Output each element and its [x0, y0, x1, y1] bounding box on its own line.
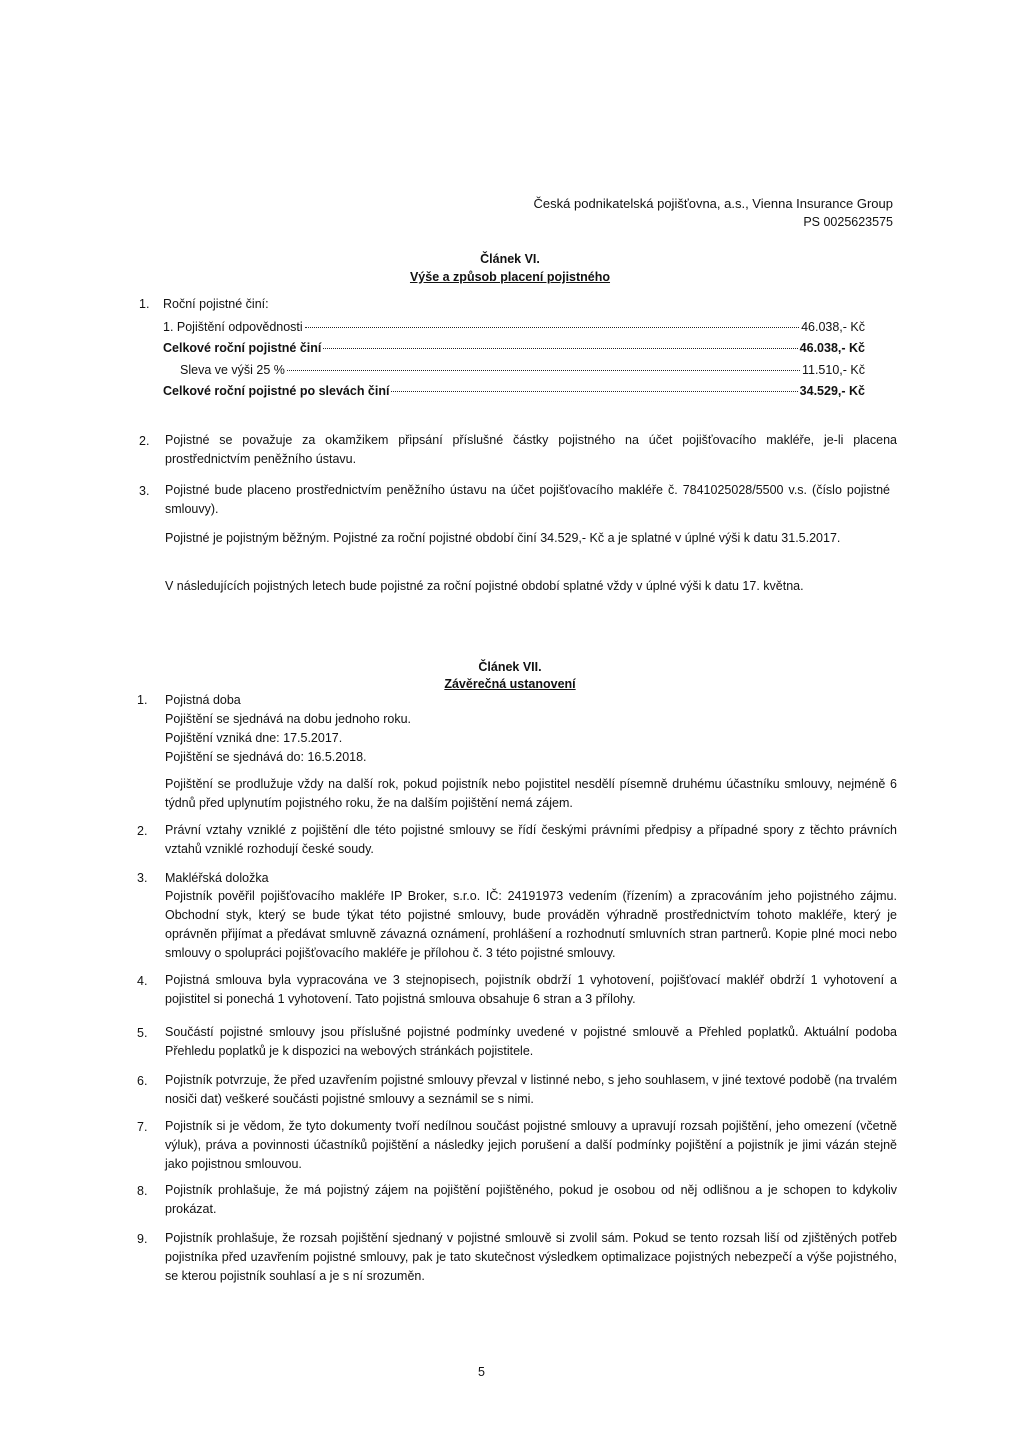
paragraph: Právní vztahy vzniklé z pojištění dle této pojistné smlouvy se řídí českými právními předpisy a případné spory z těchto právních vztahů vzniklé rozhodují české soudy.: [165, 823, 897, 856]
paragraph: Pojistník si je vědom, že tyto dokumenty tvoří nedílnou součást pojistné smlouvy a upravují rozsah pojištění, jeho omezení (včetně výluk), práva a povinnosti účastníků pojištění a následky jejich porušení a další podmínky pojištění a pojistník je jimi vázán stejně jako pojistnou smlouvou.: [165, 1119, 897, 1171]
premium-row-label: Celkové roční pojistné činí: [163, 341, 322, 355]
paragraph: Pojistník prohlašuje, že rozsah pojištění sjednaný v pojistné smlouvě si zvolil sám. Pokud se tento rozsah liší od zjištěných potřeb pojistníka před uzavřením pojistné smlouvy, pak je tato skutečnost výsledkem optimalizace pojistných nebezpečí a výše pojistného, se kterou pojistník souhlasí a je s ní srozuměn.: [165, 1231, 897, 1283]
paragraph: Pojistná smlouva byla vypracována ve 3 stejnopisech, pojistník obdrží 1 vyhotovení, pojišťovací makléř obdrží 1 vyhotovení a pojistitel si ponechá 1 vyhotovení. Tato pojistná smlouva obsahuje 6 stran a 3 přílohy.: [165, 973, 897, 1006]
premium-row: [180, 363, 865, 377]
section-number: 2.: [137, 824, 148, 838]
policy-number: PS 0025623575: [803, 215, 893, 229]
premium-row: [163, 320, 865, 334]
dot-leader: [323, 348, 797, 349]
premium-row-label: 1. Pojištění odpovědnosti: [163, 320, 303, 334]
paragraph: Pojistník prohlašuje, že má pojistný zájem na pojištění pojištěného, pokud je osobou od něj odlišnou a je schopen to kdykoliv prokázat.: [165, 1183, 897, 1216]
section-number: 2.: [139, 434, 150, 448]
company-name: Česká podnikatelská pojišťovna, a.s., Vienna Insurance Group: [533, 196, 893, 211]
dot-leader: [305, 327, 799, 328]
paragraph: Pojistník potvrzuje, že před uzavřením pojistné smlouvy převzal v listinné nebo, s jeho souhlasem, v jiné textové podobě (na trvalém nosiči dat) veškeré součásti pojistné smlouvy a seznámil se s nimi.: [165, 1073, 897, 1106]
paragraph: Pojistné se považuje za okamžikem připsání příslušné částky pojistného na účet pojišťovacího makléře, je-li placena prostřednictvím peněžního ústavu.: [165, 433, 897, 466]
premium-row-label: Sleva ve výši 25 %: [180, 363, 285, 377]
term-end-line: Pojištění se sjednává do: 16.5.2018.: [165, 750, 367, 764]
article-7-title: Článek VII.: [478, 660, 542, 674]
section-number: 6.: [137, 1074, 148, 1088]
term-start-line: Pojištění vzniká dne: 17.5.2017.: [165, 731, 343, 745]
paragraph: Pojistné je pojistným běžným. Pojistné za roční pojistné období činí 34.529,- Kč a je splatné v úplné výši k datu 31.5.2017.: [165, 531, 841, 545]
section-number: 3.: [139, 484, 150, 498]
section-title: Pojistná doba: [165, 693, 241, 707]
paragraph: V následujících pojistných letech bude pojistné za roční pojistné období splatné vždy v úplné výši k datu 17. května.: [165, 579, 804, 593]
premium-row-value: 46.038,- Kč: [799, 341, 865, 355]
section-number: 8.: [137, 1184, 148, 1198]
article-6-title: Článek VI.: [480, 252, 540, 266]
dot-leader: [287, 370, 800, 371]
premium-row-value: 34.529,- Kč: [799, 384, 865, 398]
page-number: 5: [478, 1365, 485, 1379]
premium-row-value: 11.510,- Kč: [801, 363, 865, 377]
term-line: Pojištění se sjednává na dobu jednoho roku.: [165, 712, 412, 726]
premium-row: [163, 384, 865, 398]
article-7-subtitle: Závěrečná ustanovení: [444, 677, 576, 691]
section-number: 4.: [137, 974, 148, 988]
premium-row: [163, 341, 865, 355]
section-title: Makléřská doložka: [165, 871, 269, 885]
section-title: Roční pojistné činí:: [163, 297, 269, 311]
paragraph: Pojistné bude placeno prostřednictvím peněžního ústavu na účet pojišťovacího makléře č. 7841025028/5500 v.s. (číslo pojistné smlouvy).: [165, 483, 890, 516]
section-number: 1.: [139, 297, 150, 311]
section-number: 9.: [137, 1232, 148, 1246]
premium-row-value: 46.038,- Kč: [801, 320, 865, 334]
dot-leader: [391, 391, 797, 392]
section-number: 5.: [137, 1026, 148, 1040]
paragraph: Součástí pojistné smlouvy jsou příslušné pojistné podmínky uvedené v pojistné smlouvě a Přehled poplatků. Aktuální podoba Přehledu poplatků je k dispozici na webových stránkách pojistitele.: [165, 1025, 897, 1058]
premium-row-label: Celkové roční pojistné po slevách činí: [163, 384, 390, 398]
section-number: 3.: [137, 871, 148, 885]
section-number: 1.: [137, 693, 148, 707]
paragraph: Pojistník pověřil pojišťovacího makléře IP Broker, s.r.o. IČ: 24191973 vedením (řízením) a zpracováním jeho pojistného zájmu. Obchodní styk, který se bude týkat této pojistné smlouvy, bude prováděn výhradně prostřednictvím tohoto makléře, který je oprávněn přijímat a předávat smluvně závazná oznámení, prohlášení a rozhodnutí smluvních stran partnerů. Kopie plné moci nebo smlouvy o spolupráci pojišťovacího makléře je přílohou č. 3 této pojistné smlouvy.: [165, 889, 897, 960]
paragraph: Pojištění se prodlužuje vždy na další rok, pokud pojistník nebo pojistitel nesdělí písemně druhému účastníku smlouvy, nejméně 6 týdnů před uplynutím pojistného roku, že na dalším pojištění nemá zájem.: [165, 777, 897, 810]
article-6-subtitle: Výše a způsob placení pojistného: [409, 270, 611, 284]
section-number: 7.: [137, 1120, 148, 1134]
